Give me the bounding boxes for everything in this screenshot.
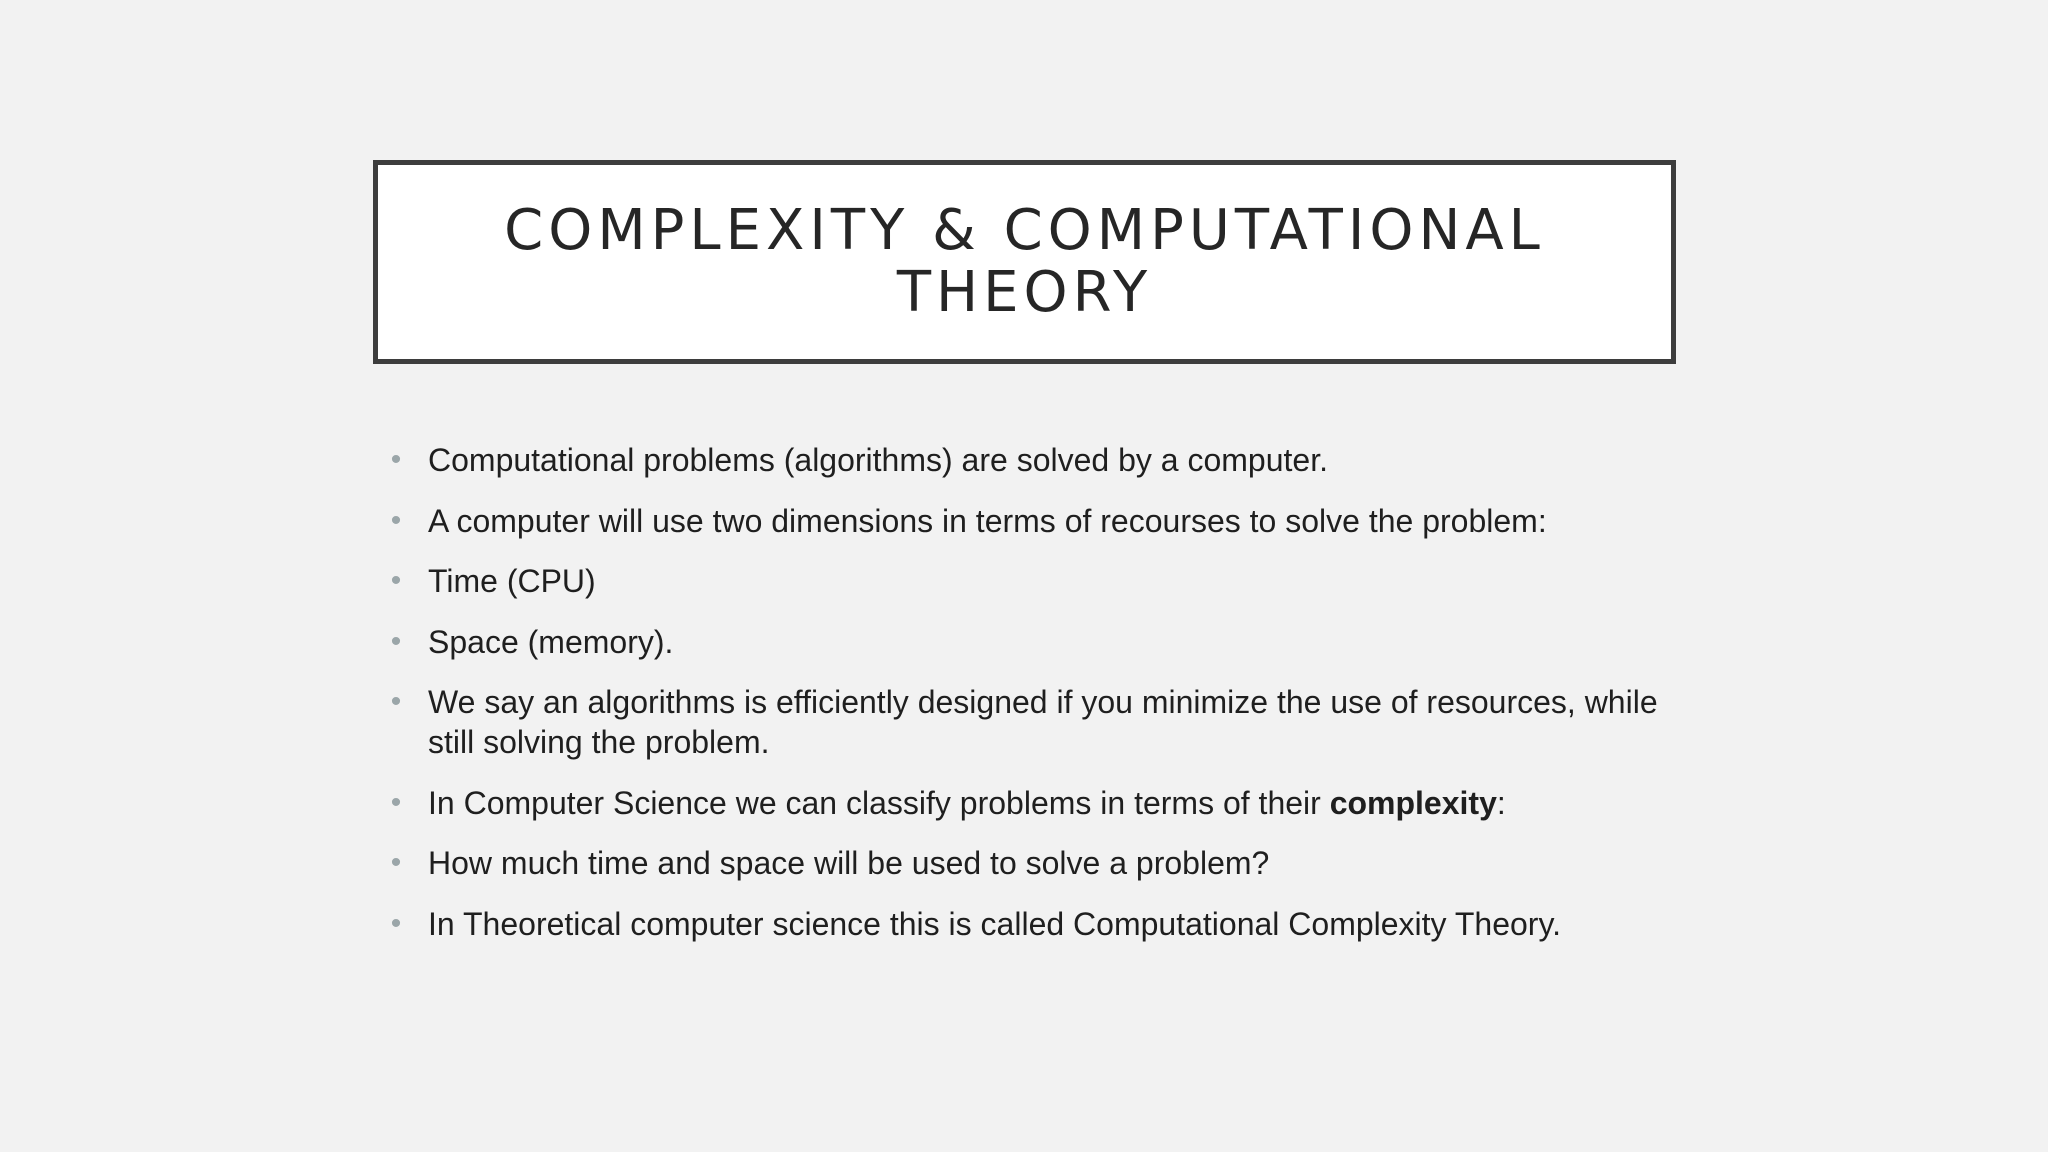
bullet-text-emphasis: complexity bbox=[1329, 784, 1497, 821]
bullet-text: Computational problems (algorithms) are solved by a computer. bbox=[428, 442, 1328, 478]
bullet-text: Space (memory). bbox=[428, 623, 674, 660]
bullet-text: Time (CPU) bbox=[428, 563, 596, 599]
bullet-item bbox=[386, 501, 1686, 541]
bullet-dot-icon: • bbox=[390, 624, 402, 658]
bullet-item bbox=[386, 561, 1686, 601]
bullet-item bbox=[386, 682, 1686, 762]
bullet-text: How much time and space will be used to solve a problem? bbox=[428, 845, 1270, 881]
bullet-dot-icon: • bbox=[390, 443, 402, 476]
bullet-dot-icon: • bbox=[390, 685, 402, 718]
title-box bbox=[373, 160, 1676, 364]
slide-title: COMPLEXITY & COMPUTATIONAL THEORY bbox=[504, 198, 1545, 325]
bullet-text: We say an algorithms is efficiently designed if you minimize the use of resources, while still solving the problem. bbox=[428, 684, 1658, 760]
bullet-dot-icon: • bbox=[390, 785, 402, 819]
bullet-text-suffix: : bbox=[1496, 784, 1506, 821]
bullet-item bbox=[386, 843, 1686, 883]
bullet-dot-icon: • bbox=[390, 564, 402, 597]
bullet-item bbox=[386, 783, 1686, 823]
bullet-dot-icon: • bbox=[390, 503, 402, 537]
bullet-item bbox=[386, 440, 1686, 480]
bullet-list bbox=[386, 440, 1686, 964]
bullet-item bbox=[386, 904, 1686, 944]
bullet-dot-icon: • bbox=[390, 846, 402, 879]
bullet-item bbox=[386, 622, 1686, 662]
bullet-text: A computer will use two dimensions in terms of recourses to solve the problem: bbox=[428, 502, 1547, 539]
bullet-dot-icon: • bbox=[390, 906, 402, 940]
bullet-text-prefix: In Computer Science we can classify problems in terms of their bbox=[428, 784, 1330, 821]
bullet-text: In Theoretical computer science this is called Computational Complexity Theory. bbox=[428, 905, 1561, 942]
